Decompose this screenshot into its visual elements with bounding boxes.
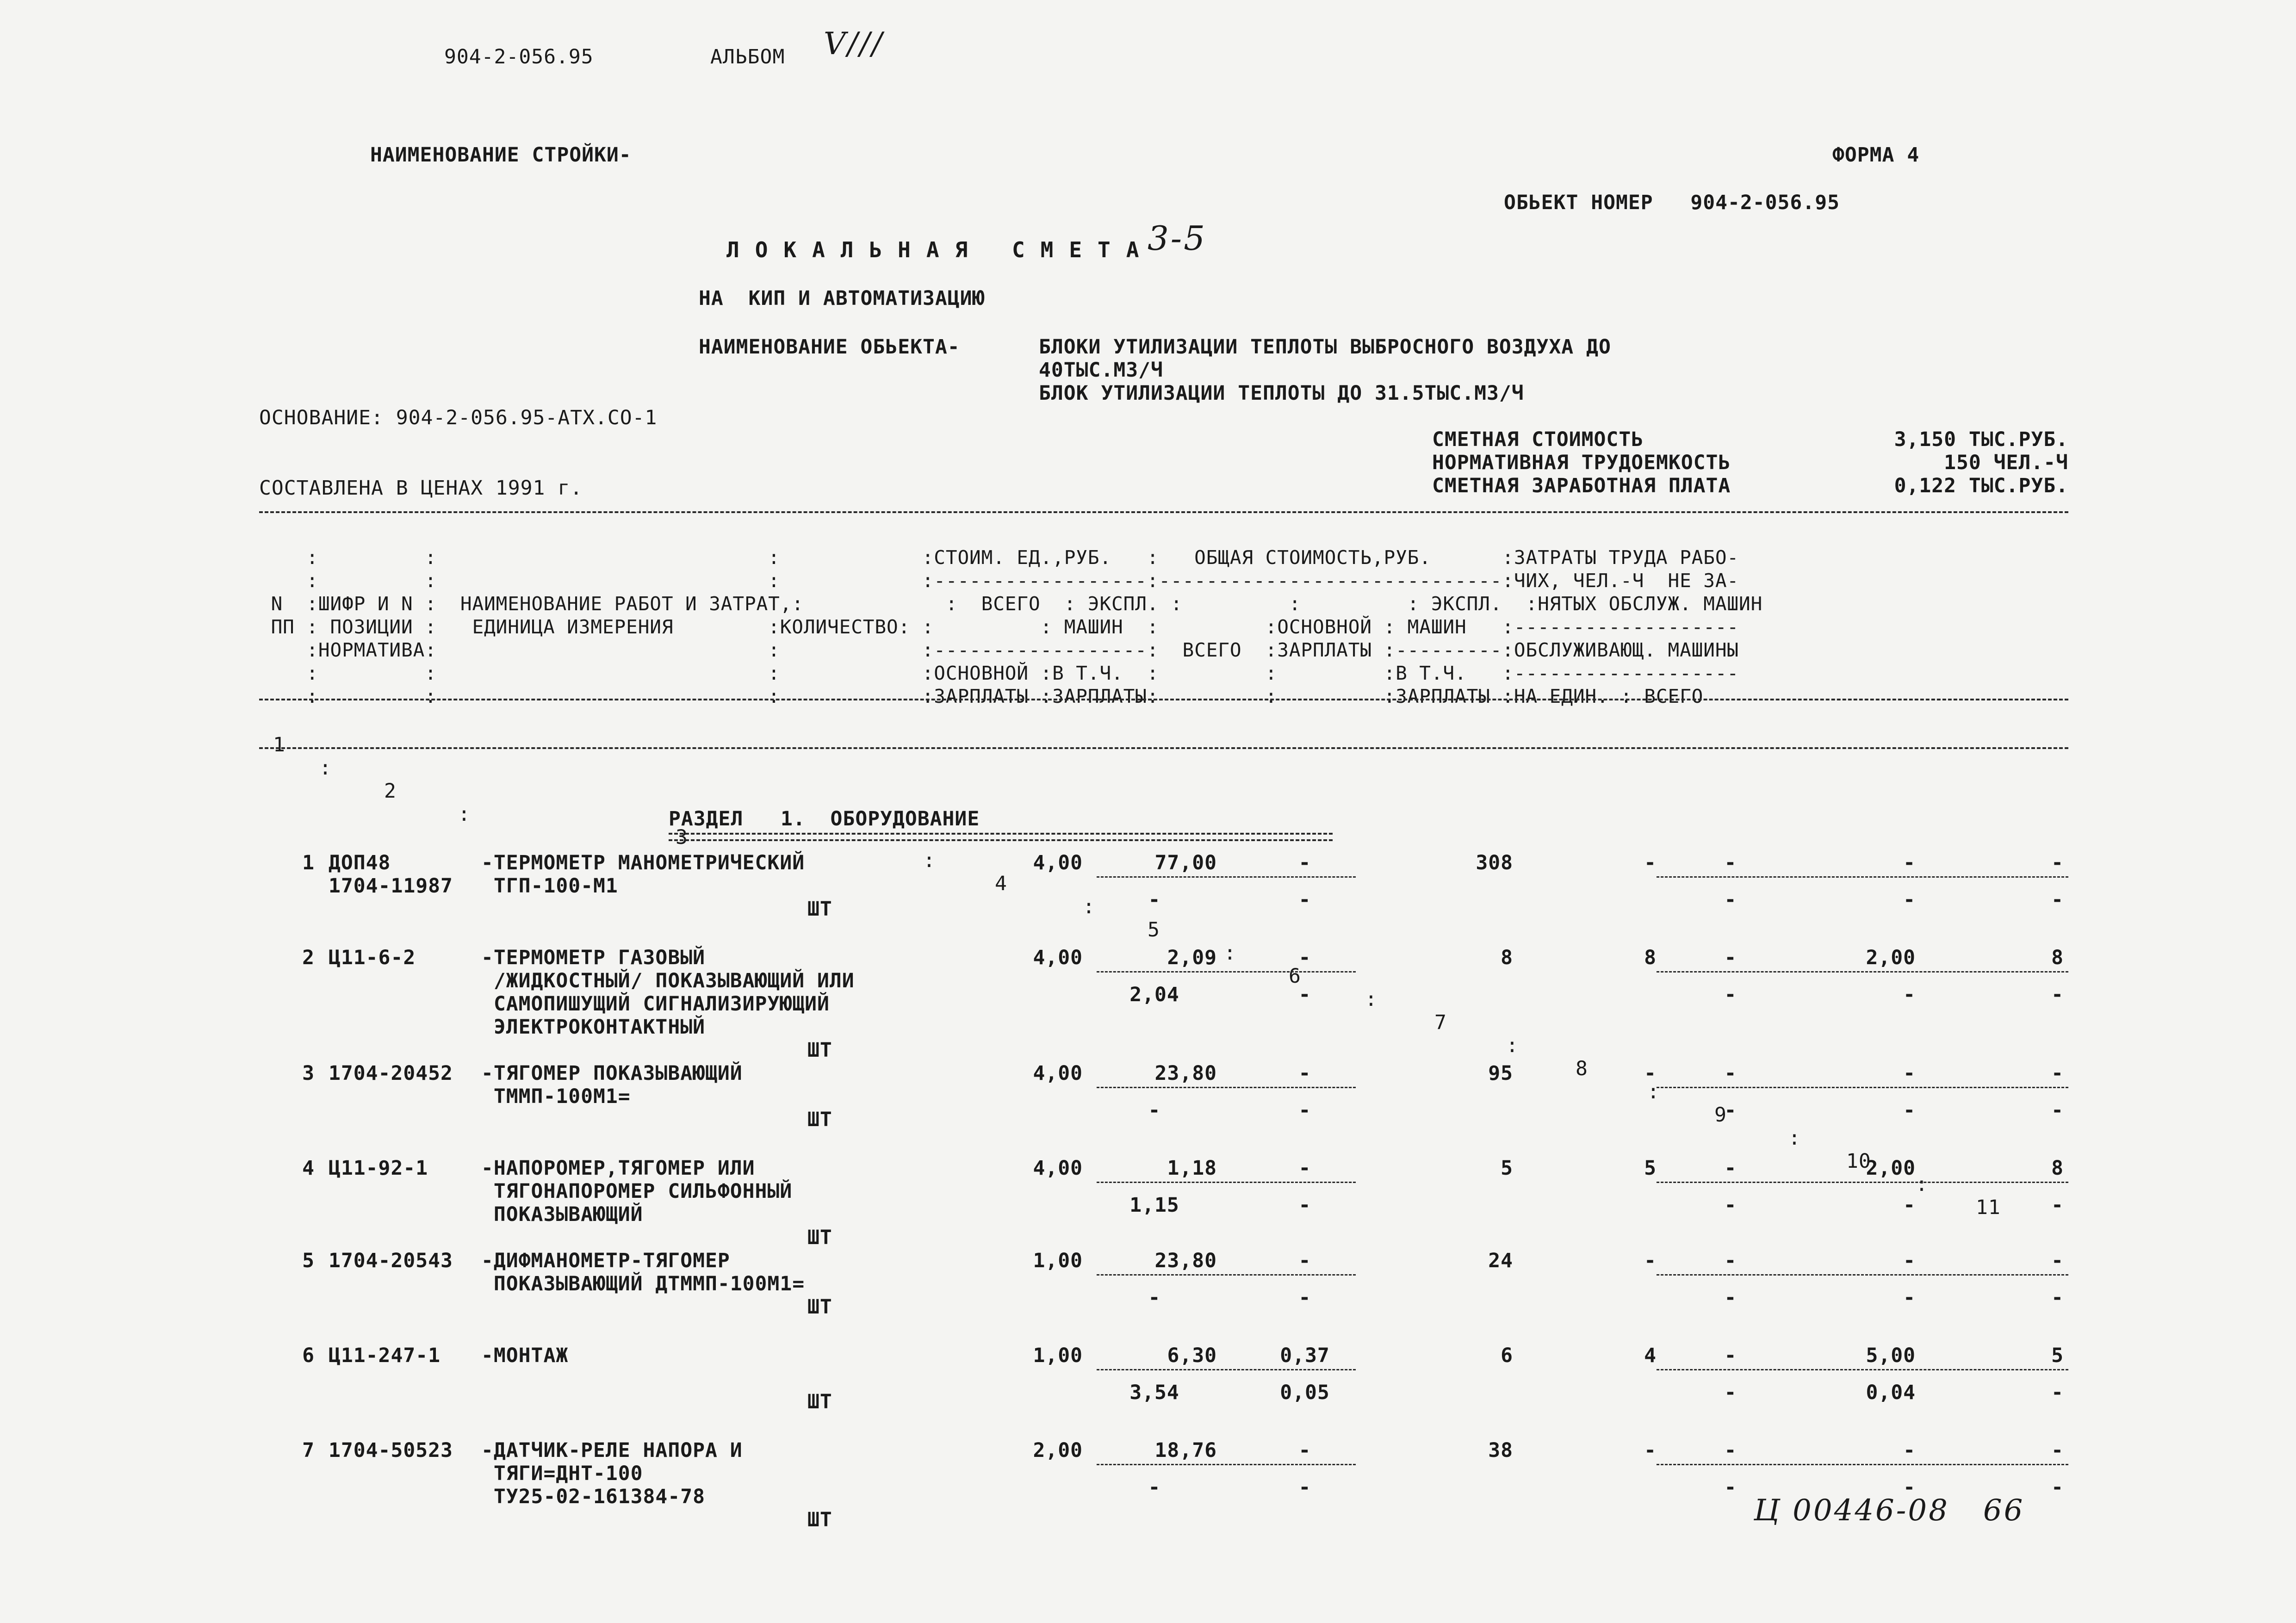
row-machine-cost: -	[1298, 851, 1311, 874]
row-quantity: 4,00	[1033, 1062, 1083, 1085]
header-line: :НОРМАТИВА: : :------------------: ВСЕГО :ЗАРПЛАТЫ :---------:ОБСЛУЖИВАЮЩ. МАШИНЫ	[259, 639, 1739, 661]
album-number: V///	[824, 26, 884, 62]
row-quantity: 1,00	[1033, 1249, 1083, 1272]
row-machine-wage-total: -	[1724, 1099, 1737, 1122]
prices-basis: СОСТАВЛЕНА В ЦЕНАХ 1991 г.	[259, 477, 583, 500]
row-number: 5	[302, 1249, 315, 1272]
row-quantity: 4,00	[1033, 1157, 1083, 1180]
col-number: 3	[676, 826, 688, 849]
row-service-total: -	[2051, 1286, 2064, 1309]
row-service-unit: -	[1903, 888, 1916, 911]
cell-rule	[1097, 1087, 1356, 1088]
row-labor-total: -	[2051, 1249, 2064, 1272]
col-number: 4	[995, 872, 1007, 895]
row-unit-cost: 23,80	[1154, 1062, 1217, 1085]
col-number: 6	[1289, 965, 1301, 988]
column-numbers-row: 1 : 2 : 3 : 4 : 5 : 6 : 7 : 8 : 9 : 10 : 11	[273, 733, 2001, 1219]
row-machine-wage-total: -	[1724, 1381, 1737, 1404]
row-service-total: -	[2051, 1194, 2064, 1217]
row-machine-total: -	[1724, 1344, 1737, 1367]
row-labor-total: -	[2051, 1439, 2064, 1462]
header-line: ПП : ПОЗИЦИИ : ЕДИНИЦА ИЗМЕРЕНИЯ :КОЛИЧЕСТВО: : : МАШИН : :ОСНОВНОЙ : МАШИН :-------------------	[259, 616, 1739, 638]
row-total: 24	[1488, 1249, 1513, 1272]
col-number: 2	[384, 780, 397, 803]
section-title-underline	[669, 833, 1333, 841]
row-unit-wage: -	[1148, 1099, 1161, 1122]
row-labor-total: 5	[2051, 1344, 2064, 1367]
cell-rule	[1097, 1464, 1356, 1465]
cell-rule	[1657, 1087, 2068, 1088]
header-rule	[259, 699, 2068, 700]
summary-label-2: НОРМАТИВНАЯ ТРУДОЕМКОСТЬ	[1432, 451, 1731, 474]
row-service-unit: -	[1903, 1476, 1916, 1499]
stroika-label: НАИМЕНОВАНИЕ СТРОЙКИ-	[370, 143, 632, 167]
object-name-line-2: 40ТЫС.М3/Ч	[1039, 359, 1163, 382]
row-machine-total: -	[1724, 1062, 1737, 1085]
row-name: -ТЕРМОМЕТР МАНОМЕТРИЧЕСКИЙ	[481, 851, 805, 874]
row-machine-wage: -	[1298, 1099, 1311, 1122]
row-quantity: 2,00	[1033, 1439, 1083, 1462]
section-title: РАЗДЕЛ 1. ОБОРУДОВАНИЕ	[669, 807, 980, 830]
row-quantity: 4,00	[1033, 946, 1083, 969]
row-service-total: -	[2051, 888, 2064, 911]
row-code: Ц11-6-2	[329, 946, 416, 969]
row-labor-unit: -	[1903, 851, 1916, 874]
header-line: : : : :ОСНОВНОЙ :В Т.Ч. : : :В Т.Ч. :-------------------	[259, 662, 1739, 684]
row-machine-cost: -	[1298, 1249, 1311, 1272]
header-line: : : : :------------------:-----------------------------:ЧИХ, ЧЕЛ.-Ч НЕ ЗА-	[259, 570, 1739, 592]
row-code: 1704-11987	[329, 874, 453, 898]
row-machine-total: -	[1724, 946, 1737, 969]
row-unit-wage: 2,04	[1129, 983, 1179, 1006]
doc-title-number: 3-5	[1148, 219, 1207, 258]
footer-handwritten-note: Ц 00446-08 66	[1754, 1493, 2025, 1528]
row-machine-wage: -	[1298, 1286, 1311, 1309]
row-service-unit: -	[1903, 983, 1916, 1006]
row-labor-total: -	[2051, 1062, 2064, 1085]
row-labor-unit: 5,00	[1866, 1344, 1916, 1367]
forma-label: ФОРМА 4	[1832, 143, 1920, 167]
summary-value-3: 0,122 ТЫС.РУБ.	[1894, 474, 2068, 497]
row-wage-total: -	[1644, 1439, 1657, 1462]
row-wage-total: 8	[1644, 946, 1657, 969]
row-name: ПОКАЗЫВАЮЩИЙ ДТММП-100М1=	[481, 1272, 805, 1295]
row-machine-wage: -	[1298, 888, 1311, 911]
row-unit-cost: 1,18	[1167, 1157, 1217, 1180]
row-machine-total: -	[1724, 1157, 1737, 1180]
col-number: 5	[1148, 918, 1160, 942]
row-machine-wage-total: -	[1724, 1286, 1737, 1309]
row-machine-wage: -	[1298, 1476, 1311, 1499]
row-service-unit: 0,04	[1866, 1381, 1916, 1404]
object-name-line-1: БЛОКИ УТИЛИЗАЦИИ ТЕПЛОТЫ ВЫБРОСНОГО ВОЗДУХА ДО	[1039, 335, 1611, 359]
row-name: ТЯГОНАПОРОМЕР СИЛЬФОННЫЙ	[481, 1180, 793, 1203]
row-name: ПОКАЗЫВАЮЩИЙ	[481, 1203, 643, 1226]
row-unit: ШТ	[807, 1390, 832, 1413]
row-unit-cost: 77,00	[1154, 851, 1217, 874]
row-labor-total: 8	[2051, 1157, 2064, 1180]
row-name: /ЖИДКОСТНЫЙ/ ПОКАЗЫВАЮЩИЙ ИЛИ	[481, 969, 855, 992]
row-number: 4	[302, 1157, 315, 1180]
col-number: 11	[1976, 1196, 2001, 1219]
row-number: 1	[302, 851, 315, 874]
cell-rule	[1657, 876, 2068, 878]
cell-rule	[1657, 971, 2068, 973]
row-unit-cost: 6,30	[1167, 1344, 1217, 1367]
row-labor-unit: -	[1903, 1439, 1916, 1462]
cell-rule	[1657, 1274, 2068, 1276]
row-total: 95	[1488, 1062, 1513, 1085]
summary-value-1: 3,150 ТЫС.РУБ.	[1894, 428, 2068, 451]
cell-rule	[1657, 1464, 2068, 1465]
row-unit: ШТ	[807, 898, 832, 921]
col-number: 1	[273, 733, 285, 756]
object-name-line-3: БЛОК УТИЛИЗАЦИИ ТЕПЛОТЫ ДО 31.5ТЫС.М3/Ч	[1039, 382, 1524, 405]
row-service-unit: -	[1903, 1194, 1916, 1217]
row-name: ТУ25-02-161384-78	[481, 1485, 705, 1508]
row-labor-unit: 2,00	[1866, 946, 1916, 969]
row-unit-wage: 1,15	[1129, 1194, 1179, 1217]
row-code: 1704-20543	[329, 1249, 453, 1272]
col-number: 9	[1714, 1103, 1727, 1127]
cell-rule	[1097, 876, 1356, 878]
row-labor-unit: 2,00	[1866, 1157, 1916, 1180]
row-code: 1704-50523	[329, 1439, 453, 1462]
row-machine-total: -	[1724, 1249, 1737, 1272]
row-total: 38	[1488, 1439, 1513, 1462]
row-code: Ц11-92-1	[329, 1157, 428, 1180]
row-name: ТММП-100М1=	[481, 1085, 631, 1108]
row-machine-cost: -	[1298, 946, 1311, 969]
row-code: 1704-20452	[329, 1062, 453, 1085]
cell-rule	[1097, 971, 1356, 973]
row-quantity: 4,00	[1033, 851, 1083, 874]
row-labor-total: 8	[2051, 946, 2064, 969]
cell-rule	[1097, 1369, 1356, 1370]
row-labor-unit: -	[1903, 1062, 1916, 1085]
row-labor-total: -	[2051, 851, 2064, 874]
row-number: 3	[302, 1062, 315, 1085]
table-top-rule	[259, 511, 2068, 513]
cell-rule	[1657, 1182, 2068, 1183]
row-service-total: -	[2051, 1381, 2064, 1404]
row-unit-wage: -	[1148, 888, 1161, 911]
row-machine-cost: 0,37	[1280, 1344, 1330, 1367]
row-service-total: -	[2051, 1099, 2064, 1122]
osnovanie: ОСНОВАНИЕ: 904-2-056.95-АТХ.СО-1	[259, 406, 658, 429]
row-name: -ТЯГОМЕР ПОКАЗЫВАЮЩИЙ	[481, 1062, 743, 1085]
row-quantity: 1,00	[1033, 1344, 1083, 1367]
row-wage-total: 5	[1644, 1157, 1657, 1180]
row-machine-wage: -	[1298, 1194, 1311, 1217]
doc-code: 904-2-056.95	[444, 45, 594, 68]
row-total: 5	[1501, 1157, 1513, 1180]
row-total: 308	[1476, 851, 1513, 874]
row-unit: ШТ	[807, 1508, 832, 1531]
row-machine-wage-total: -	[1724, 888, 1737, 911]
row-machine-wage-total: -	[1724, 1194, 1737, 1217]
col-number: 8	[1576, 1057, 1588, 1080]
cell-rule	[1097, 1274, 1356, 1276]
row-total: 6	[1501, 1344, 1513, 1367]
row-number: 7	[302, 1439, 315, 1462]
col-number: 10	[1846, 1150, 1871, 1173]
row-name: -НАПОРОМЕР,ТЯГОМЕР ИЛИ	[481, 1157, 755, 1180]
row-service-unit: -	[1903, 1099, 1916, 1122]
row-wage-total: 4	[1644, 1344, 1657, 1367]
row-unit-wage: -	[1148, 1286, 1161, 1309]
row-unit-cost: 23,80	[1154, 1249, 1217, 1272]
album-label: АЛЬБОМ	[710, 45, 785, 68]
summary-label-1: СМЕТНАЯ СТОИМОСТЬ	[1432, 428, 1644, 451]
row-machine-wage-total: -	[1724, 1476, 1737, 1499]
col-number: 7	[1434, 1011, 1447, 1034]
doc-title: ЛОКАЛЬНАЯ СМЕТА	[726, 237, 1155, 262]
row-unit-cost: 18,76	[1154, 1439, 1217, 1462]
row-unit: ШТ	[807, 1108, 832, 1131]
summary-value-2: 150 ЧЕЛ.-Ч	[1944, 451, 2068, 474]
row-machine-total: -	[1724, 1439, 1737, 1462]
row-wage-total: -	[1644, 1249, 1657, 1272]
row-name: ЭЛЕКТРОКОНТАКТНЫЙ	[481, 1016, 705, 1039]
row-machine-cost: -	[1298, 1439, 1311, 1462]
row-unit: ШТ	[807, 1295, 832, 1319]
row-code: Ц11-247-1	[329, 1344, 441, 1367]
doc-subtitle: НА КИП И АВТОМАТИЗАЦИЮ	[699, 287, 985, 310]
row-number: 2	[302, 946, 315, 969]
row-name: ТГП-100-М1	[481, 874, 618, 898]
header-line: : : : :ЗАРПЛАТЫ :ЗАРПЛАТЫ: : :ЗАРПЛАТЫ :НА ЕДИН. : ВСЕГО	[259, 685, 1704, 707]
header-line: : : : :СТОИМ. ЕД.,РУБ. : ОБЩАЯ СТОИМОСТЬ,РУБ. :ЗАТРАТЫ ТРУДА РАБО-	[259, 546, 1739, 569]
row-name: ТЯГИ=ДНТ-100	[481, 1462, 643, 1485]
row-machine-wage: -	[1298, 983, 1311, 1006]
row-code: ДОП48	[329, 851, 391, 874]
object-label: НАИМЕНОВАНИЕ ОБЬЕКТА-	[699, 335, 960, 359]
row-machine-cost: -	[1298, 1062, 1311, 1085]
object-number: ОБЬЕКТ НОМЕР 904-2-056.95	[1504, 191, 1840, 214]
row-wage-total: -	[1644, 1062, 1657, 1085]
row-unit-cost: 2,09	[1167, 946, 1217, 969]
row-number: 6	[302, 1344, 315, 1367]
row-unit-wage: -	[1148, 1476, 1161, 1499]
summary-label-3: СМЕТНАЯ ЗАРАБОТНАЯ ПЛАТА	[1432, 474, 1731, 497]
header-line: N :ШИФР И N : НАИМЕНОВАНИЕ РАБОТ И ЗАТРАТ,: : ВСЕГО : ЭКСПЛ. : : : ЭКСПЛ. :НЯТЫХ ОБСЛУЖ. МАШИН	[259, 593, 1763, 615]
row-machine-wage: 0,05	[1280, 1381, 1330, 1404]
row-unit-wage: 3,54	[1129, 1381, 1179, 1404]
row-total: 8	[1501, 946, 1513, 969]
column-numbers-rule	[259, 747, 2068, 749]
cell-rule	[1097, 1182, 1356, 1183]
row-labor-unit: -	[1903, 1249, 1916, 1272]
row-unit: ШТ	[807, 1039, 832, 1062]
cell-rule	[1657, 1369, 2068, 1370]
row-name: -ТЕРМОМЕТР ГАЗОВЫЙ	[481, 946, 705, 969]
row-wage-total: -	[1644, 851, 1657, 874]
row-unit: ШТ	[807, 1226, 832, 1249]
row-machine-wage-total: -	[1724, 983, 1737, 1006]
row-name: -ДАТЧИК-РЕЛЕ НАПОРА И	[481, 1439, 743, 1462]
row-service-total: -	[2051, 1476, 2064, 1499]
row-name: САМОПИШУЩИЙ СИГНАЛИЗИРУЮЩИЙ	[481, 992, 830, 1016]
row-machine-total: -	[1724, 851, 1737, 874]
row-machine-cost: -	[1298, 1157, 1311, 1180]
row-name: -МОНТАЖ	[481, 1344, 569, 1367]
row-service-unit: -	[1903, 1286, 1916, 1309]
row-service-total: -	[2051, 983, 2064, 1006]
row-name: -ДИФМАНОМЕТР-ТЯГОМЕР	[481, 1249, 730, 1272]
